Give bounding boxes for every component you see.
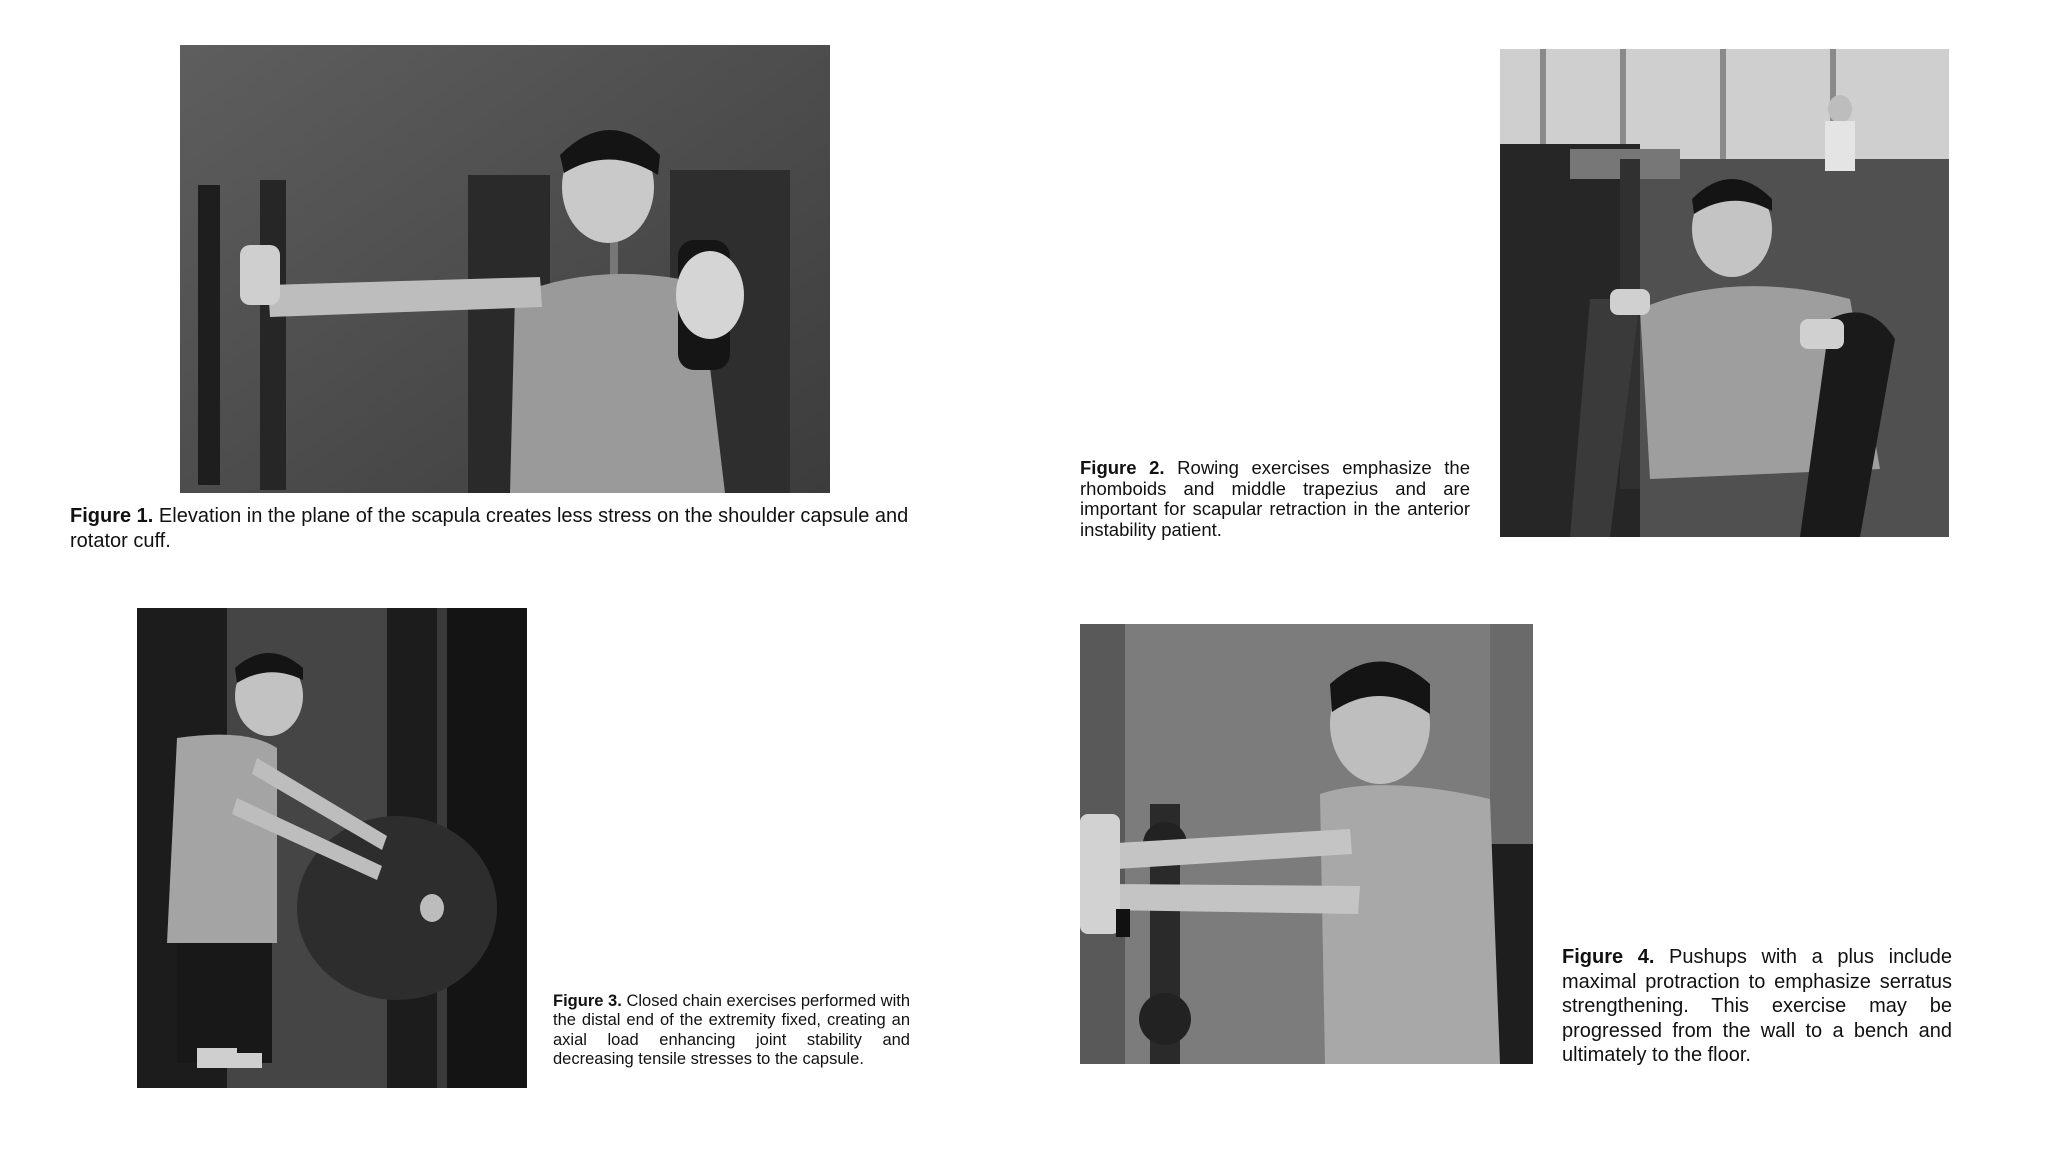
figure-2-caption (1080, 458, 1470, 540)
figure-1-caption (70, 504, 950, 554)
figure-3-caption (553, 992, 910, 1069)
figure-4-caption-text: Pushups with a plus include maximal protraction to emphasize serratus strengthening. This exercise may be progressed from the wall to a bench and ultimately to the floor. (1562, 946, 1952, 1067)
figure-1-label: Figure 1. (70, 505, 154, 527)
figure-3-caption-text: Closed chain exercises performed with the distal end of the extremity fixed, creating an axial load enhancing joint stability and decreasing tensile stresses to the capsule. (553, 992, 910, 1068)
figure-4-photo (1080, 624, 1533, 1064)
figure-1-photo (180, 45, 830, 493)
figure-2-label: Figure 2. (1080, 457, 1165, 478)
figure-1-caption-text: Elevation in the plane of the scapula creates less stress on the shoulder capsule and rotator cuff. (70, 505, 909, 552)
figure-2-caption-text: Rowing exercises emphasize the rhomboids and middle trapezius and are important for scapular retraction in the anterior instability patient. (1080, 457, 1470, 540)
figure-4-label: Figure 4. (1562, 946, 1655, 968)
figure-4-caption (1562, 945, 1952, 1068)
figure-2-photo (1500, 49, 1949, 537)
figure-3-label: Figure 3. (553, 992, 622, 1010)
figure-3-photo (137, 608, 527, 1088)
